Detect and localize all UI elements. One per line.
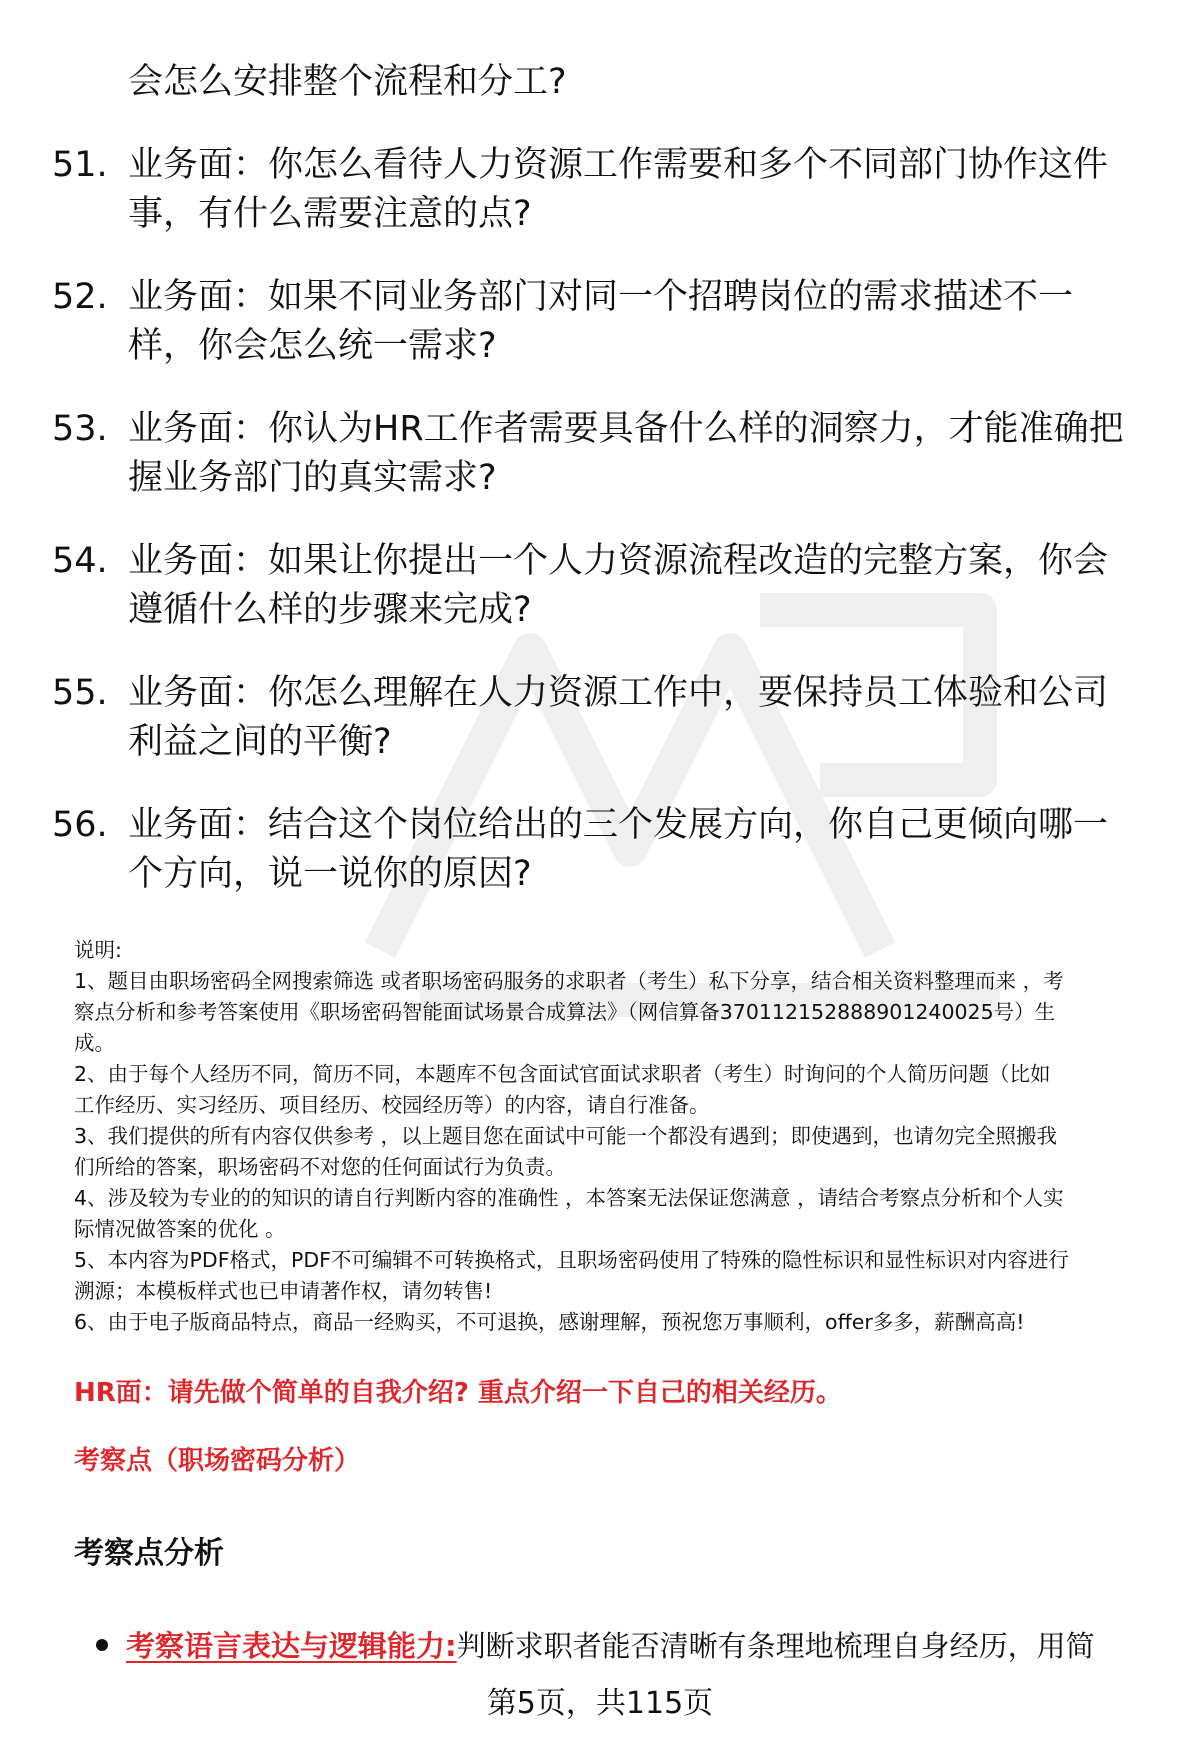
question-line: 业务面：你认为HR工作者需要具备什么样的洞察力，才能准确把 <box>128 409 1124 449</box>
notes-line: 4、涉及较为专业的的知识的请自行判断内容的准确性 ，本答案无法保证您满意 ，请结合考察点分析和个人实 <box>74 1186 1064 1210</box>
question-number: 54. <box>52 541 108 581</box>
question-line: 业务面：你怎么看待人力资源工作需要和多个不同部门协作这件 <box>128 145 1109 185</box>
question-item-53 <box>52 405 1162 503</box>
notes-line: 1、题目由职场密码全网搜索筛选 或者职场密码服务的求职者（考生）私下分享，结合相关资料整理而来 ，考 <box>74 969 1064 993</box>
disclaimer-notes <box>74 935 1164 1338</box>
analysis-bullet <box>96 1626 1176 1666</box>
notes-line: 们所给的答案，职场密码不对您的任何面试行为负责。 <box>74 1155 566 1179</box>
notes-line: 际情况做答案的优化 。 <box>74 1217 286 1241</box>
analysis-heading: 考察点分析 <box>74 1536 224 1571</box>
question-line: 业务面：你怎么理解在人力资源工作中，要保持员工体验和公司 <box>128 673 1109 713</box>
hr-question-heading: HR面：请先做个简单的自我介绍? 重点介绍一下自己的相关经历。 <box>74 1378 842 1408</box>
question-line: 事，有什么需要注意的点? <box>128 194 532 234</box>
question-line: 遵循什么样的步骤来完成? <box>128 590 532 630</box>
notes-line: 察点分析和参考答案使用《职场密码智能面试场景合成算法》（网信算备370112152888901240025号）生 <box>74 1000 1056 1024</box>
question-item-54 <box>52 537 1162 635</box>
notes-line: 5、本内容为PDF格式，PDF不可编辑不可转换格式，且职场密码使用了特殊的隐性标识和显性标识对内容进行 <box>74 1248 1069 1272</box>
bullet-dot-icon <box>96 1639 108 1651</box>
notes-line: 3、我们提供的所有内容仅供参考 ，以上题目您在面试中可能一个都没有遇到；即使遇到，也请勿完全照搬我 <box>74 1124 1058 1148</box>
question-line: 握业务部门的真实需求? <box>128 458 497 498</box>
question-item-51 <box>52 141 1162 239</box>
bullet-text: 判断求职者能否清晰有条理地梳理自身经历，用简 <box>456 1629 1095 1663</box>
notes-line: 工作经历、实习经历、项目经历、校园经历等）的内容，请自行准备。 <box>74 1093 710 1117</box>
question-number: 51. <box>52 145 108 185</box>
question-number: 55. <box>52 673 108 713</box>
bullet-label: 考察语言表达与逻辑能力: <box>126 1629 457 1663</box>
question-item-55 <box>52 669 1162 767</box>
page-number-footer: 第5页，共115页 <box>486 1686 714 1721</box>
question-number: 53. <box>52 409 108 449</box>
question-item-52 <box>52 273 1162 371</box>
question-line: 业务面：如果让你提出一个人力资源流程改造的完整方案，你会 <box>128 541 1109 581</box>
notes-line: 溯源；本模板样式也已申请著作权，请勿转售! <box>74 1279 493 1303</box>
question-item-56 <box>52 801 1162 899</box>
question-line: 业务面：结合这个岗位给出的三个发展方向，你自己更倾向哪一 <box>128 805 1109 845</box>
notes-line: 2、由于每个人经历不同，简历不同，本题库不包含面试官面试求职者（考生）时询问的个人简历问题（比如 <box>74 1062 1051 1086</box>
question-line: 利益之间的平衡? <box>128 722 392 762</box>
question-line: 个方向，说一说你的原因? <box>128 854 532 894</box>
notes-line: 说明: <box>74 938 122 962</box>
question-line: 会怎么安排整个流程和分工? <box>128 62 567 102</box>
question-line: 样，你会怎么统一需求? <box>128 326 497 366</box>
notes-line: 成。 <box>74 1031 115 1055</box>
kaochadian-heading: 考察点（职场密码分析） <box>74 1446 361 1476</box>
notes-line: 6、由于电子版商品特点，商品一经购买，不可退换，感谢理解，预祝您万事顺利，offer多多，薪酬高高! <box>74 1310 1025 1334</box>
question-list <box>52 58 1162 899</box>
question-line: 业务面：如果不同业务部门对同一个招聘岗位的需求描述不一 <box>128 277 1074 317</box>
question-item-continued <box>52 58 1162 107</box>
question-number: 56. <box>52 805 108 845</box>
question-number: 52. <box>52 277 108 317</box>
